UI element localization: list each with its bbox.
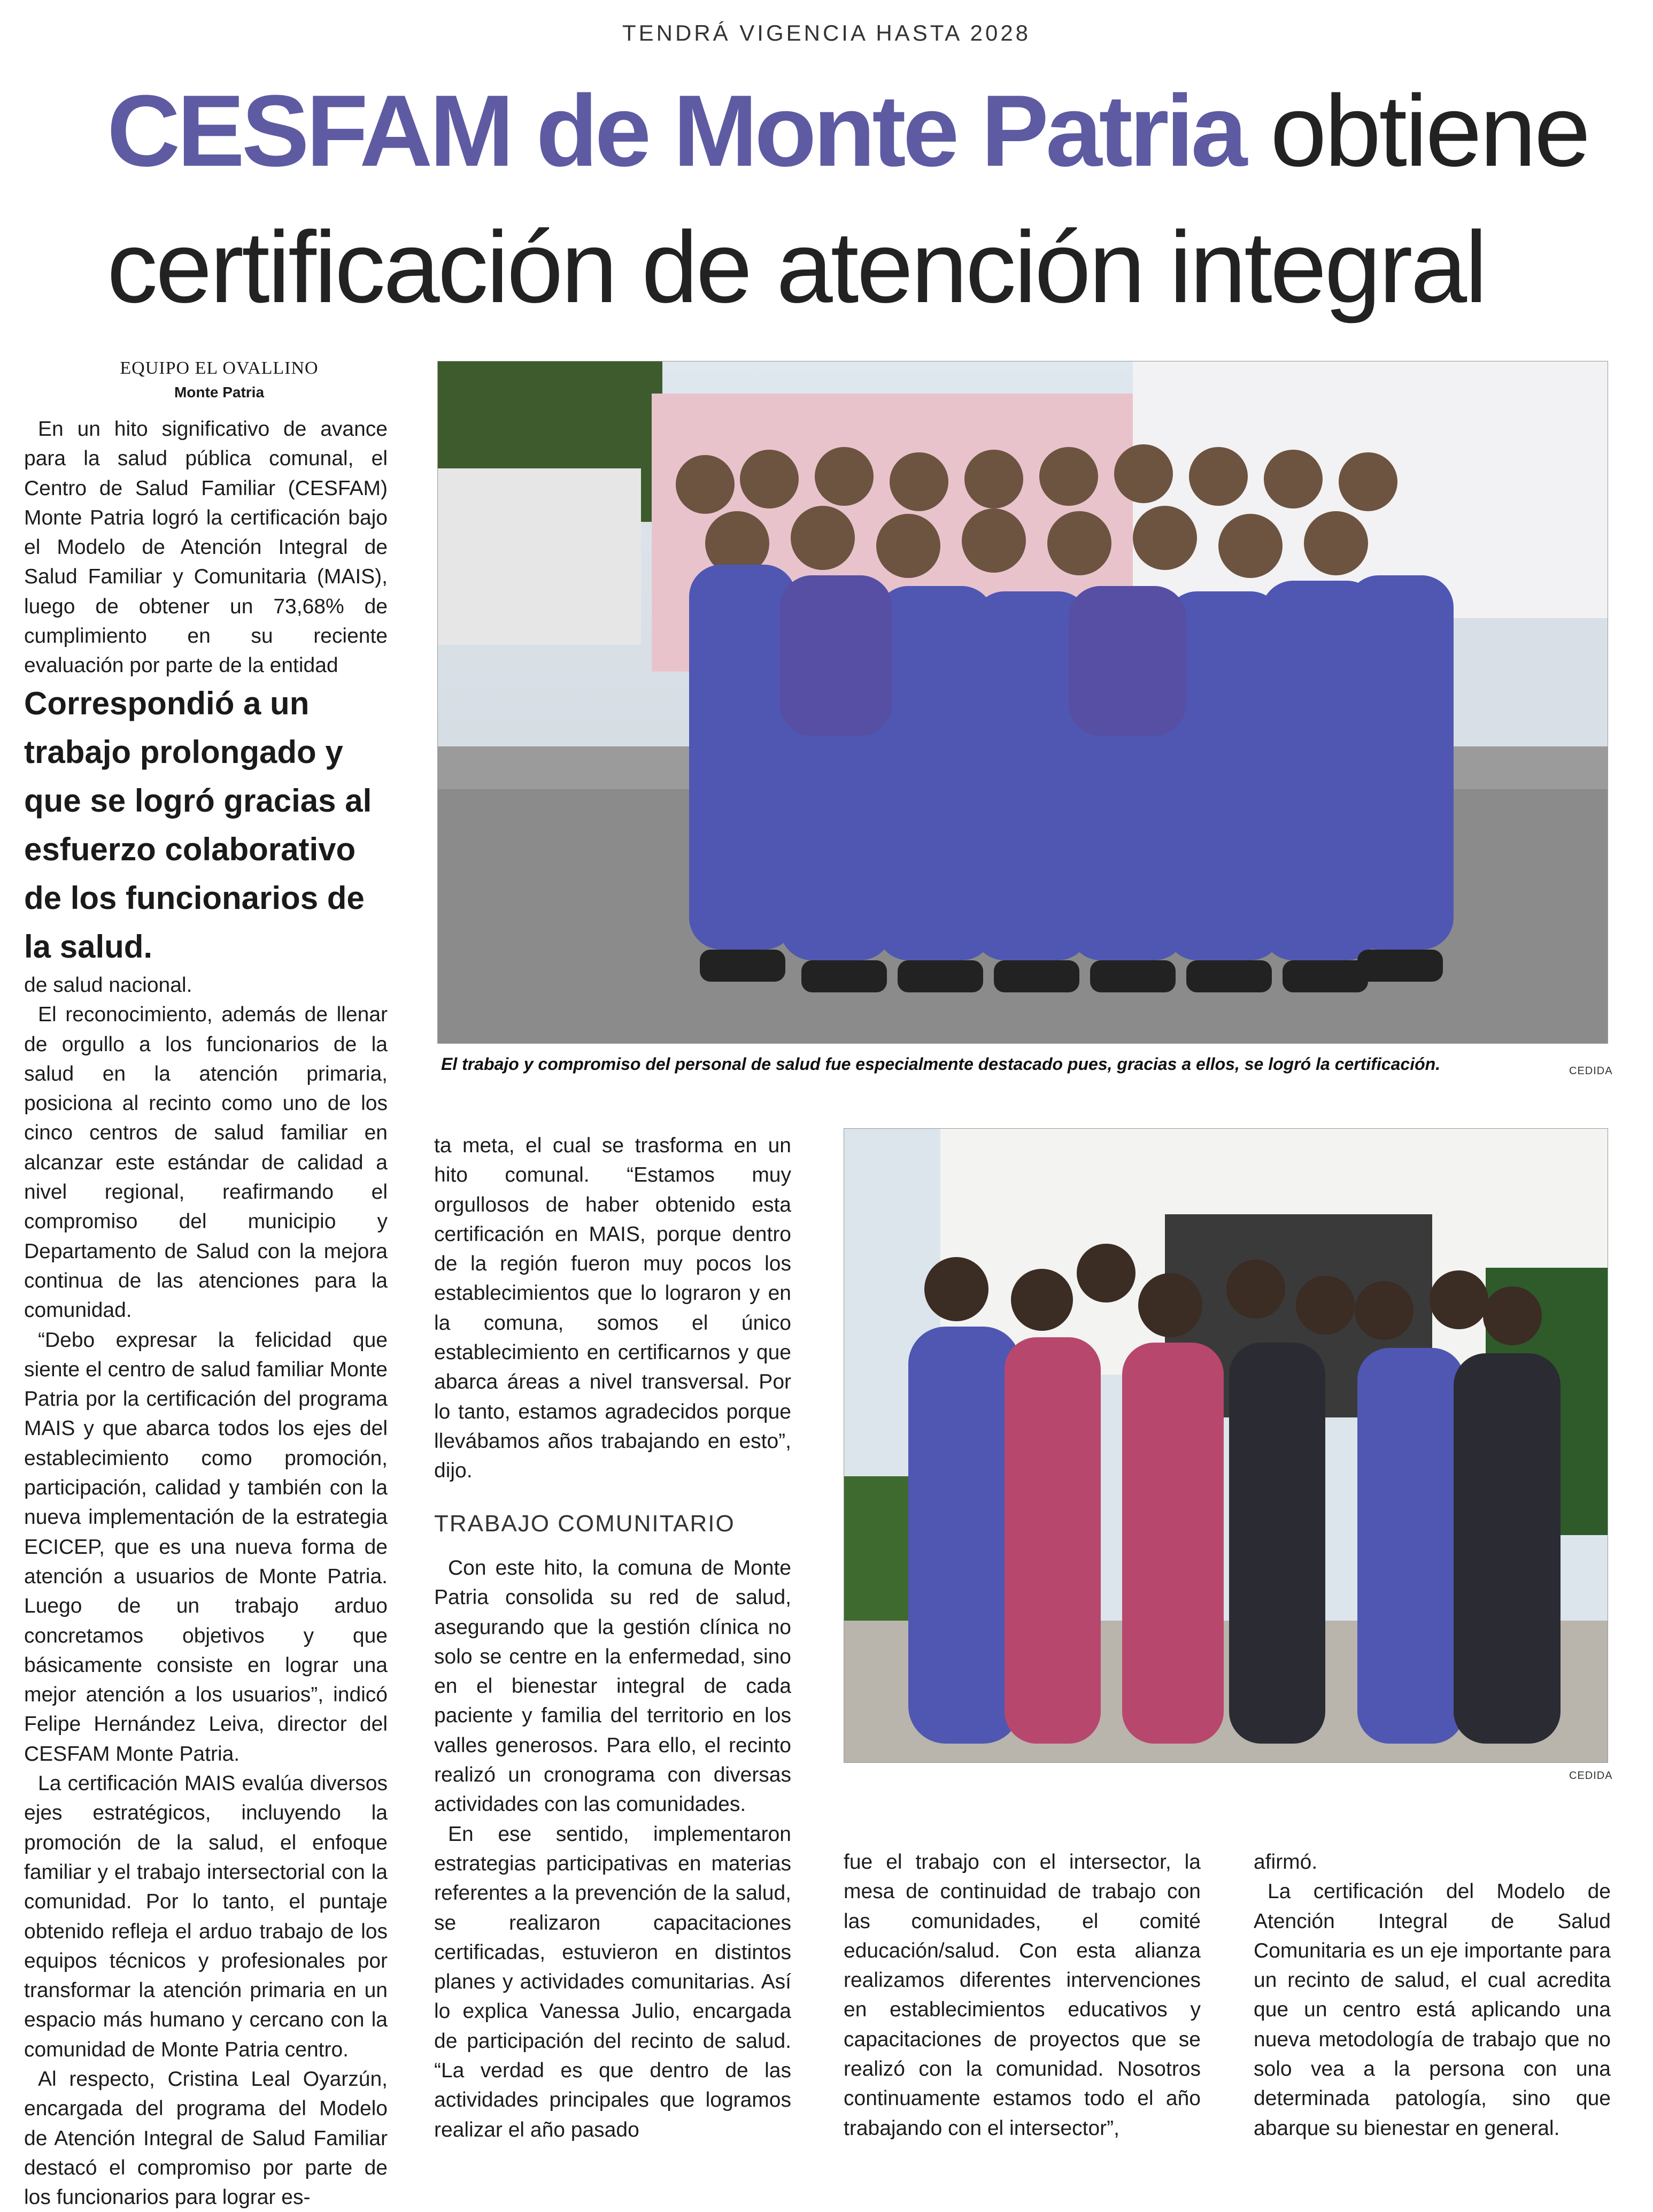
photo-1-caption: El trabajo y compromiso del personal de salud fue especialmente destacado pues, gracias a ellos, se logró la certificación. (441, 1054, 1441, 1074)
column-3 (844, 1847, 1201, 2143)
paragraph: “Debo expresar la felicidad que siente el centro de salud familiar Monte Patria por la certificación del programa MAIS y que abarca todos los ejes del establecimiento como promoción, participación, calidad y también con la nueva implementación de la estrategia ECICEP, que es una nueva forma de atención a usuarios de Monte Patria. Luego de un trabajo arduo concretamos objetivos y que básicamente consiste en lograr una mejor atención a los usuarios”, indicó Felipe Hernández Leiva, director del CESFAM Monte Patria. (24, 1328, 388, 1766)
paragraph: La certificación MAIS evalúa diversos ejes estratégicos, incluyendo la promoción de la salud, el enfoque familiar y el trabajo intersectorial con la comunidad. Por lo tanto, el puntaje obtenido refleja el arduo trabajo de los equipos técnicos y profesionales por transformar la atención primaria en un espacio más humano y cercano con la comunidad de Monte Patria centro. (24, 1772, 388, 2061)
headline-line-1 (107, 74, 1589, 188)
section-subhead: TRABAJO COMUNITARIO (434, 1510, 735, 1537)
paragraph: La certificación del Modelo de Atención Integral de Salud Comunitaria es un eje importante para un recinto de salud, el cual acredita que un centro está aplicando una nueva metodología de trabajo que no solo vea a la persona con una determinada patología, sino que abarque su bienestar en general. (1254, 1880, 1611, 2140)
group-photo-1 (437, 361, 1608, 1044)
column-2-top (434, 1131, 791, 1486)
headline-line-2: certificación de atención integral (107, 211, 1486, 324)
headline-line1-rest: obtiene (1244, 74, 1589, 188)
paragraph: fue el trabajo con el intersector, la mesa de continuidad de trabajo con las comunidades, el comité educación/salud. Con esta alianza realizamos diferentes intervenciones en establecimientos educativos y capacitaciones de proyectos que se realizó con la comunidad. Nosotros continuamente estamos todo el año trabajando con el intersector”, (844, 1851, 1201, 2140)
photo-2-credit: CEDIDA (1569, 1770, 1613, 1782)
paragraph: En un hito significativo de avance para la salud pública comunal, el Centro de Salud Familiar (CESFAM) Monte Patria logró la certificación bajo el Modelo de Atención Integral de Salud Familiar y Comunitaria (MAIS), luego de obtener un 73,68% de cumplimiento en su reciente evaluación por parte de la entidad (24, 418, 388, 677)
paragraph: El reconocimiento, además de llenar de orgullo a los funcionarios de la salud en la atención primaria, posiciona al recinto como uno de los cinco centros de salud familiar en alcanzar este estándar de calidad a nivel regional, reafirmando el compromiso del municipio y Departamento de Salud con la mejora continua de las atenciones para la comunidad. (24, 1003, 388, 1322)
location: Monte Patria (174, 384, 265, 400)
column-1-bottom (24, 970, 388, 2212)
kicker: TENDRÁ VIGENCIA HASTA 2028 (622, 20, 1031, 45)
paragraph: Con este hito, la comuna de Monte Patria consolida su red de salud, asegurando que la gestión clínica no solo se centre en la enfermedad, sino en el bienestar integral de cada paciente y familia del territorio en los valles generosos. Para ello, el recinto realizó un cronograma con diversas actividades con las comunidades. (434, 1556, 791, 1816)
paragraph: Al respecto, Cristina Leal Oyarzún, encargada del programa del Modelo de Atención Integral de Salud Familiar destacó el compromiso por parte de los funcionarios para lograr es- (24, 2067, 388, 2209)
paragraph: ta meta, el cual se trasforma en un hito comunal. “Estamos muy orgullosos de haber obtenido esta certificación en MAIS, porque dentro de la región fueron muy pocos los establecimientos que lo lograron y en la comuna, somos el único establecimiento en certificarnos y que abarca áreas a nivel transversal. Por lo tanto, estamos agradecidos porque llevábamos años trabajando en esto”, dijo. (434, 1134, 791, 1483)
photo-1-credit: CEDIDA (1569, 1065, 1613, 1077)
column-2-bottom (434, 1553, 791, 2145)
pull-quote: Correspondió a un trabajo prolongado y que se logró gracias al esfuerzo colaborativo de los funcionarios de la salud. (24, 685, 372, 965)
headline-highlight: CESFAM de Monte Patria (107, 74, 1245, 188)
group-photo-2 (844, 1128, 1608, 1763)
column-1-top (24, 414, 388, 681)
paragraph: afirmó. (1254, 1851, 1318, 1874)
byline: EQUIPO EL OVALLINO (120, 358, 319, 378)
paragraph: En ese sentido, implementaron estrategias participativas en materias referentes a la prevención de la salud, se realizaron capacitaciones certificadas, estuvieron en distintos planes y actividades comunitarias. Así lo explica Vanessa Julio, encargada de participación del recinto de salud. “La verdad es que dentro de las actividades principales que logramos realizar el año pasado (434, 1822, 791, 2141)
column-4 (1254, 1847, 1611, 2143)
paragraph: de salud nacional. (24, 974, 192, 997)
